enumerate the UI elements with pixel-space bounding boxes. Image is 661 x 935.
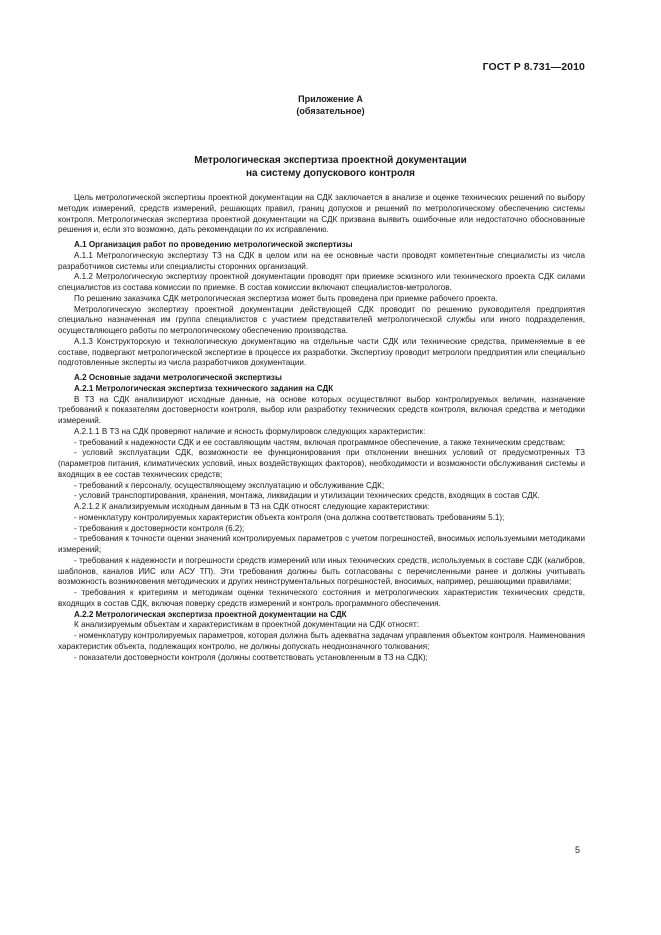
section-heading: А.2.2 Метрологическая экспертиза проектной документации на СДК	[74, 609, 347, 619]
paragraph: А.2.1.1 В ТЗ на СДК проверяют наличие и ясность формулировок следующих характеристик:	[74, 426, 426, 436]
paragraph: А.1.3 Конструкторскую и технологическую документацию на отдельные части СДК или технические средства, применяемые в ее составе, подвергают метрологической экспертизе в процессе их разработки. Экспертизу проводит метрологи предприятия или специально подготовленные эксперты из числа разработчиков документации.	[58, 336, 585, 368]
paragraph: - требования к точности оценки значений контролируемых параметров с учетом погрешностей, вносимых используемыми методиками измерений;	[58, 534, 585, 554]
section-heading: А.2 Основные задачи метрологической экспертизы	[74, 373, 282, 382]
paragraph: - требования к надежности и погрешности средств измерений или иных технических средств, используемых в составе СДК (калибров, шаблонов, каналов ИИС или АСУ ТП). Эти требования должны быть согласованы с перечисленными ранее и должны учитывать возможность возникновения методических и других неинструментальных погрешностей, вносимых, например, решающими правилами;	[58, 555, 585, 587]
appendix-note: (обязательное)	[296, 106, 365, 116]
paragraph: - требования к достоверности контроля (6.2);	[74, 523, 245, 533]
paragraph: По решению заказчика СДК метрологическая экспертиза может быть проведена при приемке рабочего проекта.	[74, 293, 498, 303]
document-title-line-1: Метрологическая экспертиза проектной документации	[194, 155, 467, 166]
paragraph: - требования к критериям и методикам оценки технического состояния и метрологических характеристик технических средств, входящих в состав СДК, включая поверку средств измерений и контроль программного обеспечения.	[58, 588, 585, 608]
paragraph: А.2.1.2 К анализируемым исходным данным в ТЗ на СДК относят следующие характеристики:	[74, 502, 430, 511]
page-number: 5	[574, 845, 580, 855]
paragraph: - условий эксплуатации СДК, возможности ее функционирования при отклонении внешних условий от предусмотренных ТЗ (параметров питания, климатических условий, иных воздействующих факторов), необходимости и возможности обслуживания системы и входящих в ее состав технических средств;	[58, 448, 585, 479]
section-heading: А.1 Организация работ по проведению метрологической экспертизы	[74, 240, 353, 249]
paragraph: В ТЗ на СДК анализируют исходные данные, на основе которых осуществляют выбор контролируемых величин, назначение требований к показателям достоверности контроля, выбор или разработку технических средств контроля, включая средства и методики измерений.	[58, 394, 585, 425]
document-title	[0, 154, 661, 180]
paragraph: - номенклатуру контролируемых параметров, которая должна быть адекватна задачам управления объектом контроля. Наименования характеристик объекта, подлежащих контролю, не должны допускать неоднозначного толкования;	[58, 631, 585, 651]
paragraph: - требований к надежности СДК и ее составляющим частям, включая программное обеспечение, а также техническим средствам;	[74, 437, 566, 447]
paragraph: Метрологическую экспертизу проектной документации действующей СДК проводит по решению руководителя предприятия специально назначенная им группа специалистов с участием представителей метрологической службы или иного подразделения, осуществляющего работы по метрологическому обеспечению производства.	[58, 304, 585, 335]
paragraph: А.1.2 Метрологическую экспертизу проектной документации проводят при приемке эскизного или технического проекта СДК силами специалистов из состава комиссии по приемке. В состав комиссии включают специалистов-метрологов.	[58, 272, 585, 292]
appendix-title: Приложение А	[298, 94, 363, 104]
appendix-heading	[0, 93, 661, 117]
paragraph: - показатели достоверности контроля (должны соответствовать установленным в ТЗ на СДК);	[74, 652, 428, 662]
paragraph: К анализируемым объектам и характеристикам в проектной документации на СДК относят:	[74, 620, 419, 630]
document-body	[58, 193, 585, 663]
paragraph: - требований к персоналу, осуществляющему эксплуатацию и обслуживание СДК;	[74, 480, 385, 490]
paragraph: - условий транспортирования, хранения, монтажа, ликвидации и утилизации технических средств, входящих в состав СДК.	[74, 491, 540, 501]
paragraph: - номенклатуру контролируемых характеристик объекта контроля (она должна соответствовать требованиям 5.1);	[74, 512, 505, 522]
document-title-line-2: на систему допускового контроля	[245, 168, 416, 179]
paragraph: Цель метрологической экспертизы проектной документации на СДК заключается в анализе и оценке технических решений по выбору методик измерений, средств измерений, решающих правил, границ допусков и решений по метрологическому обеспечению системы контроля. Метрологическая экспертиза проектной документации на СДК призвана выявить ошибочные или недостаточно обоснованные решения и, если это возможно, дать рекомендации по их исправлению.	[58, 193, 585, 235]
section-heading: А.2.1 Метрологическая экспертиза технического задания на СДК	[74, 383, 334, 393]
document-code: ГОСТ Р 8.731—2010	[482, 61, 585, 73]
paragraph: А.1.1 Метрологическую экспертизу ТЗ на СДК в целом или на ее основные части проводят компетентные специалисты из числа разработчиков системы или специалисты сторонних организаций.	[58, 250, 585, 271]
